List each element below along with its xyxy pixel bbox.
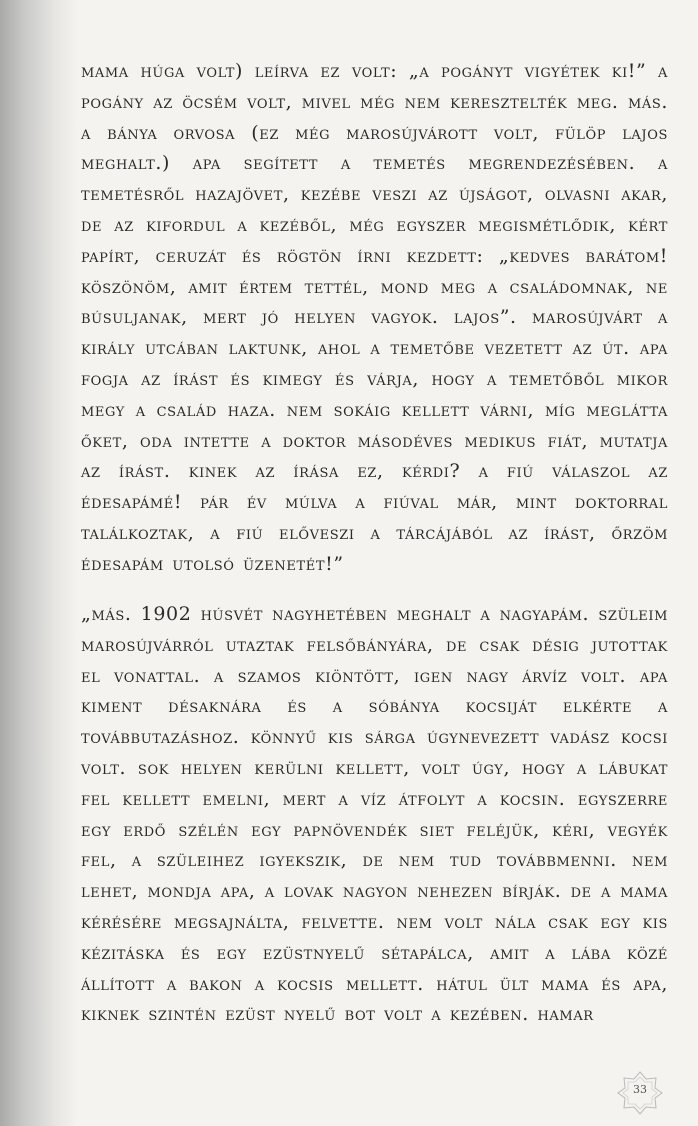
paragraph-text: „más. 1902 húsvét nagyhetében meghalt a nagyapám. szüleim marosújvárról utaztak felsőbányára, de csak désig jutottak el vonattal. a szamos kiöntött, igen nagy árvíz volt. apa kiment désaknára és a sóbánya kocsiját elkérte a továbbutazáshoz. könnyű kis sárga úgynevezett vadász kocsi volt. sok helyen kerülni kellett, volt úgy, hogy a lábukat fel kellett emelni, mert a víz átfolyt a kocsin. egyszerre egy erdő szélén egy papnövendék siet feléjük, kéri, vegyék fel, a szüleihez igyekszik, de nem tud továbbmenni. nem lehet, mondja apa, a lovak nagyon nehezen bírják. de a mama kérésére megsajnálta, felvette. nem volt nála csak egy kis kézitáska és egy ezüstnyelű sétapálca, amit a lába közé állított a bakon a kocsis mellett. hátul ült mama és apa, kiknek szintén ezüst nyelű bot volt a kezében. hamar [81,603,668,1026]
body-paragraph [81,56,668,580]
paragraph-text: mama húga volt) leírva ez volt: „a pogányt vigyétek ki!” a pogány az öcsém volt, mivel még nem keresztelték meg. más. a bánya orvosa (ez még marosújvárott volt, fülöp lajos meghalt.) apa segített a temetés megrendezésében. a temetésről hazajövet, kezébe veszi az újságot, olvasni akar, de az kifordul a kezéből, még egyszer megismétlődik, kért papírt, ceruzát és rögtön írni kezdett: „kedves barátom! köszönöm, amit értem tettél, mond meg a családomnak, ne búsuljanak, mert jó helyen vagyok. lajos”. marosújvárt a király utcában laktunk, ahol a temetőbe vezetett az út. apa fogja az írást és kimegy és várja, hogy a temetőből mikor megy a család haza. nem sokáig kellett várni, míg meglátta őket, oda intette a doktor másodéves medikus fiát, mutatja az írást. kinek az írása ez, kérdi? a fiú válaszol az édesapámé! pár év múlva a fiúval már, mint doktorral találkoztak, a fiú előveszi a tárcájából az írást, őrzöm édesapám utolsó üzenetét!” [81,60,668,575]
body-paragraph [81,599,668,1030]
book-spine-shadow [0,0,78,1126]
page-number: 33 [633,1083,647,1096]
page-number-ornament [615,1070,665,1116]
